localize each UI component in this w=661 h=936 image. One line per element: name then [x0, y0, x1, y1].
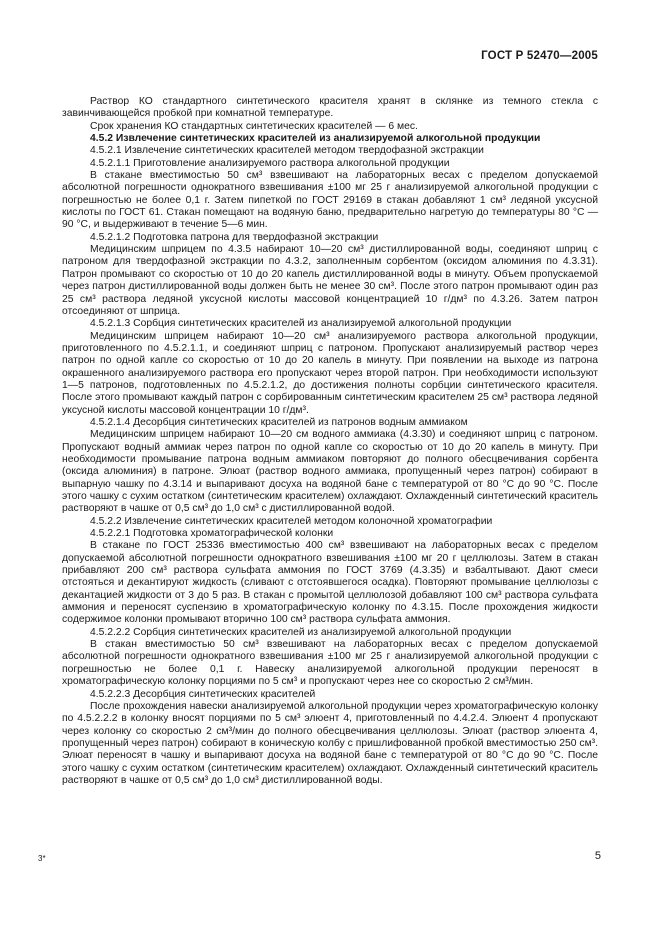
paragraph: В стакане вместимостью 50 см³ взвешивают на лабораторных весах с пределом допускаемой абсолютной погрешности однократного взвешивания ±100 мг 25 г анализируемой алкогольной продукции с погрешностью не более 0,1 г. Затем пипеткой по ГОСТ 29169 в стакан добавляют 1 см³ ледяной уксусной кислоты по ГОСТ 61. Стакан помещают на водяную баню, предварительно нагретую до температуры 80 °С — 90 °С, и выдерживают в течение 5—6 мин.	[62, 170, 598, 231]
subsection-heading: 4.5.2.1.1 Приготовление анализируемого раствора алкогольной продукции	[90, 157, 450, 169]
paragraph: Медицинским шприцем набирают 10—20 см водного аммиака (4.3.30) и соединяют шприц с патроном. Пропускают водный аммиак через патрон по одной капле со скоростью от 10 до 20 капель в минуту. При необходимости промывание патрона водным аммиаком повторяют до полного обесцвечивания сорбента (оксида алюминия) в патроне. Элюат (раствор водного аммиака, пропущенный через патрон) собирают в выпарную чашку по 4.3.14 и выпаривают досуха на водяной бане с температурой от 80 °С до 90 °С. После этого чашку с сухим остатком (синтетическим красителем) охлаждают. Охлажденный синтетический краситель растворяют в чашке от 0,5 см³ до 1,0 см³ с дистиллированной водой.	[62, 429, 598, 515]
paragraph: В стакане по ГОСТ 25336 вместимостью 400 см³ взвешивают на лабораторных весах с пределом допускаемой абсолютной погрешности однократного взвешивания ±100 мг 20 г целлюлозы. Затем в стакан прибавляют 200 см³ раствора сульфата аммония по ГОСТ 3769 (4.3.35) и взбалтывают. Дают смеси отстояться и декантируют жидкость (сливают с отстоявшегося осадка). Повторяют промывание целлюлозы с декантацией жидкости от 3 до 5 раз. В стакан с промытой целлюлозой добавляют 100 см³ раствора сульфата аммония и переносят суспензию в хроматографическую колонку по 4.3.15. После прохождения жидкости содержимое колонки промывают вторично 100 см³ раствора сульфата аммония.	[62, 540, 598, 626]
paragraph: После прохождения навески анализируемой алкогольной продукции через хроматографическую колонку по 4.5.2.2.2 в колонку вносят порциями по 5 см³ элюент 4, приготовленный по 4.4.2.4. Элюент 4 пропускают через колонку со скоростью 2 см³/мин до полного обесцвечивания целлюлозы. Элюат (раствор элюента 4, пропущенный через патрон) собирают в коническую колбу с пришлифованной пробкой вместимостью 250 см³. Элюат переносят в чашку и выпаривают досуха на водяной бане с температурой от 80 °С до 90 °С. После этого чашку с сухим остатком (синтетическим красителем) охлаждают. Охлажденный синтетический краситель растворяют в чашке от 0,5 см³ до 1,0 см³ дистиллированной воды.	[62, 700, 598, 786]
section-heading: 4.5.2 Извлечение синтетических красителей из анализируемой алкогольной продукции	[90, 133, 541, 145]
subsection-heading: 4.5.2.1.4 Десорбция синтетических красителей из патронов водным аммиаком	[90, 416, 468, 428]
subsection-heading: 4.5.2.2.2 Сорбция синтетических красителей из анализируемой алкогольной продукции	[90, 626, 512, 638]
page-number: 5	[594, 850, 601, 862]
subsection-heading: 4.5.2.1.2 Подготовка патрона для твердофазной экстракции	[90, 231, 379, 243]
document-body	[62, 96, 598, 787]
paragraph: В стакан вместимостью 50 см³ взвешивают на лабораторных весах с пределом допускаемой абсолютной погрешности однократного взвешивания ±100 мг 25 г анализируемой алкогольной продукции с погрешностью не более 0,1 г. Навеску анализируемой алкогольной продукции переносят в хроматографическую колонку порциями по 5 см³ и пропускают через нее со скоростью 2 см³/мин.	[62, 639, 598, 688]
subsection-heading: 4.5.2.1.3 Сорбция синтетических красителей из анализируемой алкогольной продукции	[90, 318, 512, 330]
subsection-heading: 4.5.2.2 Извлечение синтетических красителей методом колоночной хроматографии	[90, 515, 493, 527]
sheet-mark: 3*	[38, 854, 46, 863]
paragraph: Медицинским шприцем набирают 10—20 см³ анализируемого раствора алкогольной продукции, приготовленного по 4.5.2.1.1, и соединяют шприц с патроном. Пропускают анализируемый раствор через патрон по одной капле со скоростью от 10 до 20 капель в минуту. При появлении на выходе из патрона окрашенного анализируемого раствора его пропускают через второй патрон. При необходимости используют 1—5 патронов, подготовленных по 4.5.2.1.2, до достижения полноты сорбции синтетического красителя. После этого промывают каждый патрон с сорбированным синтетическим красителем 25 см³ раствора ледяной уксусной кислоты массовой концентрации 10 г/дм³.	[62, 330, 598, 416]
subsection-heading: 4.5.2.2.3 Десорбция синтетических красителей	[90, 688, 316, 700]
standard-designation: ГОСТ Р 52470—2005	[481, 50, 598, 62]
subsection-heading: 4.5.2.2.1 Подготовка хроматографической колонки	[90, 528, 334, 540]
subsection-heading: 4.5.2.1 Извлечение синтетических красителей методом твердофазной экстракции	[90, 145, 484, 157]
paragraph: Медицинским шприцем по 4.3.5 набирают 10—20 см³ дистиллированной воды, соединяют шприц с патроном для твердофазной экстракции по 4.3.2, заполненным сорбентом (оксидом алюминия по 4.3.31). Патрон промывают со скоростью от 10 до 20 капель дистиллированной воды в минуту. Объем пропускаемой через патрон дистиллированной воды должен быть не менее 30 см³. После этого патрон промывают один раз 25 см³ раствора ледяной уксусной кислоты массовой концентрацией 10 г/дм³ по 4.3.26. Затем патрон отсоединяют от шприца.	[62, 244, 598, 317]
paragraph: Срок хранения КО стандартных синтетических красителей — 6 мес.	[90, 120, 418, 132]
paragraph: Раствор КО стандартного синтетического красителя хранят в склянке из темного стекла с завинчивающейся пробкой при комнатной температуре.	[62, 96, 598, 120]
